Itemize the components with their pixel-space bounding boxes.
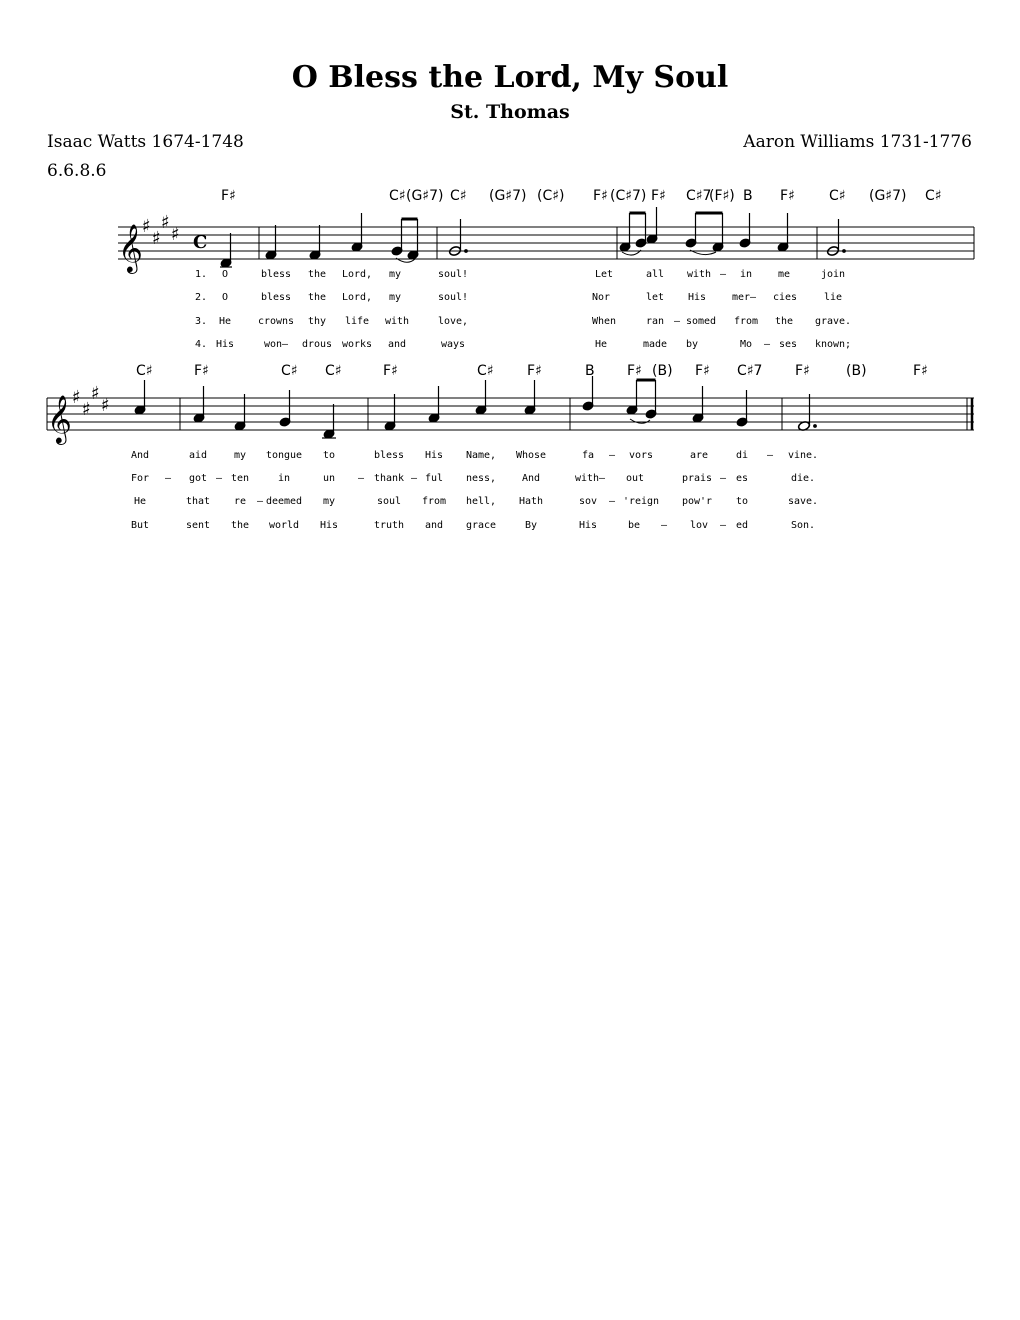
- svg-text:the: the: [774, 316, 794, 327]
- chord-symbol: F♯: [221, 188, 236, 204]
- chord-symbol: (G♯7): [489, 188, 527, 204]
- svg-text:O: O: [221, 292, 229, 303]
- svg-text:O: O: [221, 269, 229, 280]
- svg-text:–: –: [719, 269, 727, 280]
- lyrics-system-1: [195, 269, 851, 350]
- svg-text:♯: ♯: [171, 224, 180, 245]
- lyrics-system-2: [131, 450, 818, 531]
- chord-symbol: F♯: [913, 363, 928, 379]
- tune-name: St. Thomas: [450, 101, 570, 123]
- svg-text:with: with: [686, 269, 712, 280]
- svg-text:es: es: [735, 473, 749, 484]
- svg-text:di: di: [735, 450, 749, 461]
- svg-text:mer–: mer–: [731, 292, 757, 303]
- svg-text:made: made: [642, 339, 668, 350]
- chord-symbol: F♯: [651, 188, 666, 204]
- svg-text:out: out: [625, 473, 645, 484]
- verse-1-line-2: [131, 450, 818, 461]
- svg-text:the: the: [307, 292, 327, 303]
- svg-text:ed: ed: [735, 520, 749, 531]
- svg-text:–: –: [608, 450, 616, 461]
- svg-text:♯: ♯: [72, 387, 81, 408]
- svg-text:thy: thy: [307, 316, 327, 327]
- chord-symbol: (F♯): [709, 188, 735, 204]
- svg-text:the: the: [230, 520, 250, 531]
- chord-symbol: C♯7: [737, 363, 763, 379]
- svg-text:drous: drous: [301, 339, 333, 350]
- chord-symbol: C♯: [389, 188, 406, 204]
- svg-text:my: my: [322, 496, 336, 507]
- svg-text:lie: lie: [823, 292, 843, 303]
- chord-symbol: F♯: [383, 363, 398, 379]
- treble-clef: [47, 394, 72, 445]
- svg-text:lov: lov: [689, 520, 709, 531]
- svg-text:His: His: [215, 339, 235, 350]
- svg-text:grave.: grave.: [814, 316, 852, 327]
- chord-symbol: C♯: [829, 188, 846, 204]
- svg-text:He: He: [133, 496, 147, 507]
- svg-text:crowns: crowns: [257, 316, 295, 327]
- chord-symbol: C♯: [136, 363, 153, 379]
- svg-text:Son.: Son.: [790, 520, 816, 531]
- treble-clef: [118, 223, 143, 274]
- svg-text:die.: die.: [790, 473, 816, 484]
- svg-text:and: and: [424, 520, 444, 531]
- svg-text:somed: somed: [685, 316, 717, 327]
- chord-symbol: C♯: [450, 188, 467, 204]
- svg-text:thank: thank: [373, 473, 405, 484]
- svg-text:Whose: Whose: [515, 450, 547, 461]
- svg-text:His: His: [424, 450, 444, 461]
- svg-text:–: –: [660, 520, 668, 531]
- svg-text:–: –: [766, 450, 774, 461]
- svg-text:3.: 3.: [194, 316, 208, 327]
- staff-system-2: [47, 363, 974, 531]
- svg-text:–: –: [215, 473, 223, 484]
- svg-text:2.: 2.: [194, 292, 208, 303]
- svg-text:in: in: [277, 473, 291, 484]
- svg-text:deemed: deemed: [265, 496, 303, 507]
- svg-text:–: –: [410, 473, 418, 484]
- meter: 6.6.8.6: [47, 161, 107, 181]
- verse-2-line-1: [195, 292, 842, 303]
- chord-symbol: (G♯7): [869, 188, 907, 204]
- svg-text:1.: 1.: [194, 269, 208, 280]
- svg-text:are: are: [689, 450, 709, 461]
- chord-symbol: F♯: [695, 363, 710, 379]
- svg-text:won–: won–: [263, 339, 289, 350]
- svg-text:Lord,: Lord,: [341, 292, 373, 303]
- chord-symbol: F♯: [194, 363, 209, 379]
- svg-text:with–: with–: [574, 473, 606, 484]
- svg-text:ful: ful: [424, 473, 444, 484]
- svg-text:For: For: [130, 473, 150, 484]
- svg-text:Mo: Mo: [739, 339, 753, 350]
- svg-text:–: –: [719, 473, 727, 484]
- svg-text:'reign: 'reign: [622, 496, 660, 507]
- svg-text:love,: love,: [437, 316, 469, 327]
- svg-text:me: me: [777, 269, 791, 280]
- svg-text:𝄞: 𝄞: [118, 223, 143, 272]
- svg-text:–: –: [719, 520, 727, 531]
- svg-text:His: His: [319, 520, 339, 531]
- verse-4-line-2: [131, 520, 815, 531]
- chord-symbol: (C♯): [537, 188, 565, 204]
- chord-symbol: F♯: [593, 188, 608, 204]
- svg-text:His: His: [687, 292, 707, 303]
- svg-text:world: world: [268, 520, 300, 531]
- svg-text:4.: 4.: [194, 339, 208, 350]
- chord-symbol: F♯: [795, 363, 810, 379]
- staff-system-1: [118, 188, 974, 350]
- svg-text:cies: cies: [772, 292, 798, 303]
- svg-text:𝄞: 𝄞: [47, 394, 72, 443]
- svg-text:–: –: [164, 473, 172, 484]
- svg-text:be: be: [627, 520, 641, 531]
- svg-text:hell,: hell,: [465, 496, 497, 507]
- svg-text:When: When: [591, 316, 617, 327]
- svg-text:And: And: [521, 473, 541, 484]
- svg-text:soul!: soul!: [437, 269, 469, 280]
- svg-text:♯: ♯: [101, 395, 110, 416]
- chord-symbol: F♯: [527, 363, 542, 379]
- svg-text:By: By: [524, 520, 538, 531]
- svg-text:vine.: vine.: [787, 450, 819, 461]
- svg-text:♯: ♯: [91, 383, 100, 404]
- svg-text:fa: fa: [581, 450, 595, 461]
- svg-text:♯: ♯: [161, 212, 170, 233]
- svg-text:Name,: Name,: [465, 450, 497, 461]
- verse-3-line-2: [134, 496, 818, 507]
- composer: Aaron Williams 1731-1776: [743, 132, 972, 152]
- svg-text:by: by: [685, 339, 699, 350]
- svg-text:re: re: [233, 496, 247, 507]
- time-signature: C: [193, 232, 208, 253]
- svg-text:tongue: tongue: [265, 450, 303, 461]
- svg-text:ten: ten: [230, 473, 250, 484]
- svg-text:ses: ses: [778, 339, 798, 350]
- svg-text:got: got: [188, 473, 208, 484]
- verse-3-line-1: [195, 316, 851, 327]
- svg-text:Lord,: Lord,: [341, 269, 373, 280]
- svg-text:sent: sent: [185, 520, 211, 531]
- svg-text:my: my: [233, 450, 247, 461]
- svg-text:un: un: [322, 473, 336, 484]
- svg-text:–: –: [256, 496, 264, 507]
- svg-text:known;: known;: [814, 339, 852, 350]
- chord-symbol: C♯: [325, 363, 342, 379]
- svg-text:grace: grace: [465, 520, 497, 531]
- svg-text:my: my: [388, 292, 402, 303]
- chord-symbol: F♯: [780, 188, 795, 204]
- svg-text:all: all: [645, 269, 665, 280]
- svg-text:vors: vors: [628, 450, 654, 461]
- svg-text:let: let: [645, 292, 665, 303]
- svg-text:aid: aid: [188, 450, 208, 461]
- svg-text:♯: ♯: [82, 399, 91, 420]
- svg-text:–: –: [763, 339, 771, 350]
- svg-text:in: in: [739, 269, 753, 280]
- svg-text:Hath: Hath: [518, 496, 544, 507]
- svg-text:to: to: [735, 496, 749, 507]
- hymn-title: O Bless the Lord, My Soul: [291, 60, 729, 95]
- svg-text:life: life: [344, 316, 370, 327]
- chords-system-1: [221, 188, 942, 204]
- svg-text:♯: ♯: [152, 228, 161, 249]
- svg-text:from: from: [421, 496, 447, 507]
- svg-text:with: with: [384, 316, 410, 327]
- svg-text:He: He: [594, 339, 608, 350]
- author: Isaac Watts 1674-1748: [47, 132, 244, 152]
- chord-symbol: C♯: [925, 188, 942, 204]
- svg-text:But: But: [130, 520, 150, 531]
- verse-4-line-1: [195, 339, 851, 350]
- svg-text:sov: sov: [578, 496, 598, 507]
- svg-text:to: to: [322, 450, 336, 461]
- chord-symbol: C♯7: [686, 188, 712, 204]
- chord-symbol: B: [743, 188, 753, 204]
- chord-symbol: (C♯7): [610, 188, 647, 204]
- svg-text:prais: prais: [681, 473, 713, 484]
- svg-text:ness,: ness,: [465, 473, 497, 484]
- svg-text:Let: Let: [594, 269, 614, 280]
- chords-system-2: [136, 363, 928, 379]
- svg-text:soul!: soul!: [437, 292, 469, 303]
- svg-text:–: –: [673, 316, 681, 327]
- svg-text:from: from: [733, 316, 759, 327]
- svg-text:Nor: Nor: [591, 292, 611, 303]
- svg-text:And: And: [130, 450, 150, 461]
- svg-text:works: works: [341, 339, 373, 350]
- verse-1-line-1: [195, 269, 845, 280]
- svg-text:bless: bless: [260, 292, 292, 303]
- svg-text:my: my: [388, 269, 402, 280]
- svg-text:join: join: [820, 269, 846, 280]
- chord-symbol: F♯: [627, 363, 642, 379]
- svg-text:bless: bless: [373, 450, 405, 461]
- svg-text:♯: ♯: [142, 216, 151, 237]
- svg-text:He: He: [218, 316, 232, 327]
- svg-text:–: –: [357, 473, 365, 484]
- svg-text:ways: ways: [440, 339, 466, 350]
- svg-text:–: –: [608, 496, 616, 507]
- chord-symbol: (G♯7): [406, 188, 444, 204]
- svg-text:bless: bless: [260, 269, 292, 280]
- svg-text:save.: save.: [787, 496, 819, 507]
- chord-symbol: (B): [652, 363, 673, 379]
- svg-text:the: the: [307, 269, 327, 280]
- verse-2-line-2: [131, 473, 815, 484]
- svg-text:soul: soul: [376, 496, 402, 507]
- svg-text:ran: ran: [645, 316, 665, 327]
- svg-text:truth: truth: [373, 520, 405, 531]
- chord-symbol: B: [585, 363, 595, 379]
- svg-text:and: and: [387, 339, 407, 350]
- svg-text:His: His: [578, 520, 598, 531]
- chord-symbol: (B): [846, 363, 867, 379]
- chord-symbol: C♯: [281, 363, 298, 379]
- svg-text:pow'r: pow'r: [681, 496, 713, 507]
- svg-text:that: that: [185, 496, 211, 507]
- chord-symbol: C♯: [477, 363, 494, 379]
